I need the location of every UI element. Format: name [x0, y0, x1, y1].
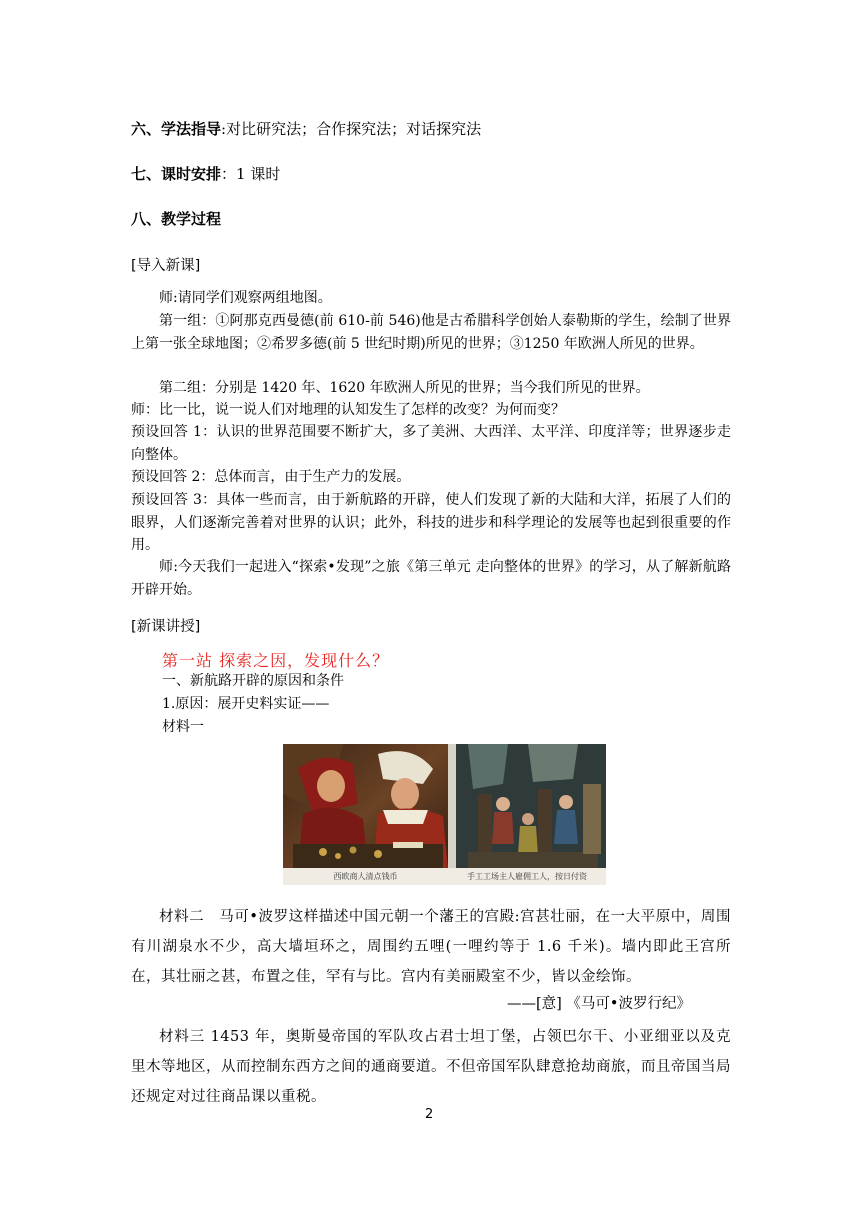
material-one-label: 材料一: [162, 719, 204, 735]
paragraph-teacher-intro: 师:今天我们一起进入“探索•发现”之旅《第三单元 走向整体的世界》的学习，从了解新航路开辟开始。: [131, 559, 731, 598]
merchants-image-caption: 西欧商人清点钱币: [283, 868, 448, 885]
paragraph-answer-1: 预设回答 1：认识的世界范围要不断扩大，多了美洲、大西洋、太平洋、印度洋等；世界逐步走向整体。: [131, 424, 731, 463]
section-label-new: [新课讲授]: [131, 619, 201, 635]
paragraph-answer-3: 预设回答 3：具体一些而言，由于新航路的开辟，使人们发现了新的大陆和大洋，拓展了人们的眼界，人们逐渐完善着对世界的认识；此外，科技的进步和科学理论的发展等也起到很重要的作用。: [131, 492, 731, 553]
section-heading-8: 八、教学过程: [131, 210, 222, 228]
workshop-image-caption: 手工工场主人雇佣工人，按日付资: [448, 868, 606, 885]
merchants-painting-icon: [283, 744, 448, 885]
section-label-intro: [导入新课]: [131, 258, 201, 274]
paragraph-group-two: 第二组：分别是 1420 年、1620 年欧洲人所见的世界；当今我们所见的世界。: [159, 380, 650, 396]
material-three-text: 材料三 1453 年，奥斯曼帝国的军队攻占君士坦丁堡，占领巴尔干、小亚细亚以及克里木等地区，从而控制东西方之间的通商要道。不但帝国军队肆意抢劫商旅，而且帝国当局还规定对过往商品课以重税。: [131, 1029, 731, 1105]
heading-7-text: ：1 课时: [221, 165, 281, 183]
section-heading-7: [131, 163, 280, 184]
material-two-source: ——[意] 《马可•波罗行纪》: [507, 996, 691, 1012]
subheading-causes: 一、新航路开辟的原因和条件: [162, 673, 344, 689]
workshop-painting-icon: [448, 744, 606, 885]
heading-6-text: :对比研究法；合作探究法；对话探究法: [221, 120, 482, 138]
heading-7-label: 七、课时安排: [131, 165, 222, 183]
paragraph-teacher-question: 师：比一比，说一说人们对地理的认知发生了怎样的改变？为何而变？: [131, 402, 565, 418]
workshop-image: [448, 744, 606, 885]
paragraph-group-one: 第一组：①阿那克西曼德(前 610-前 546)他是古希腊科学创始人泰勒斯的学生，绘制了世界上第一张全球地图；②希罗多德(前 5 世纪时期)所见的世界；③1250 年欧洲人所见的世界。: [131, 313, 731, 352]
paragraph-answer-2: 预设回答 2：总体而言，由于生产力的发展。: [131, 469, 411, 485]
page-number: 2: [425, 1107, 434, 1122]
station-title: 第一站 探索之因，发现什么？: [162, 651, 390, 670]
material-two-text: 材料二 马可•波罗这样描述中国元朝一个藩王的宫殿:宫甚壮丽，在一大平原中，周围有川湖泉水不少，高大墙垣环之，周围约五哩(一哩约等于 1.6 千米)。墙内即此王宫所在，其壮丽之甚，布置之佳，罕有与比。宫内有美丽殿室不少，皆以金绘饰。: [131, 909, 731, 985]
subheading-reason: 1.原因：展开史料实证——: [162, 696, 330, 712]
paragraph-teacher-prompt: 师:请同学们观察两组地图。: [159, 290, 332, 306]
merchants-image: [283, 744, 448, 885]
section-heading-6: [131, 118, 481, 139]
heading-6-label: 六、学法指导: [131, 120, 222, 138]
